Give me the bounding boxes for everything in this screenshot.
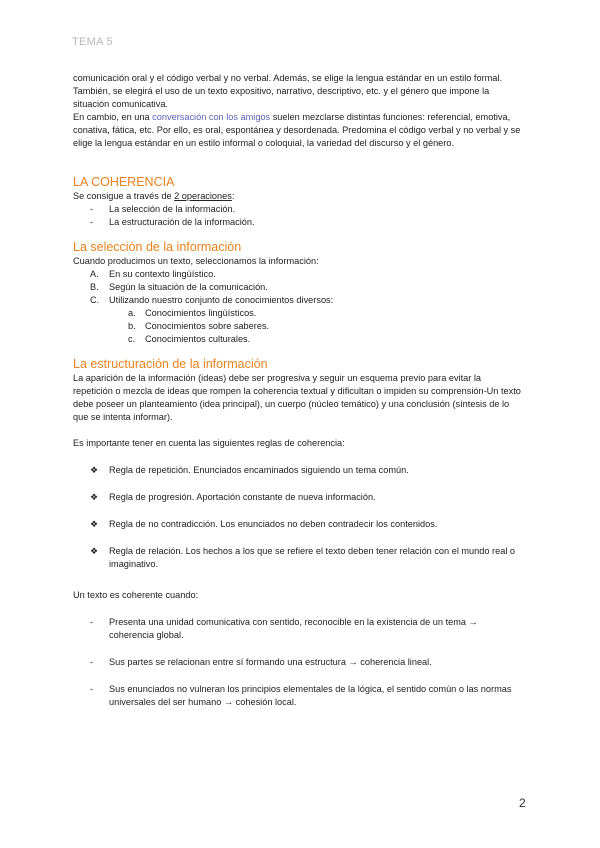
diamond-bullet-icon: ❖: [90, 492, 99, 502]
intro-paragraph-1: comunicación oral y el código verbal y no verbal. Además, se elige la lengua estándar en un estilo formal. También, se elegirá el uso de un texto expositivo, narrativo, descriptivo, etc. y el género que impone la situación comunicativa.: [73, 73, 502, 109]
coherencia-intro: Se consigue a través de 2 operaciones:: [73, 191, 235, 201]
dash-bullet: -: [90, 657, 94, 667]
seleccion-list: [73, 268, 523, 307]
list-item: - Sus partes se relacionan entre sí formando una estructura → coherencia lineal.: [90, 657, 432, 667]
list-item: C. Utilizando nuestro conjunto de conocimientos diversos:: [90, 295, 334, 305]
list-item: - La estructuración de la información.: [90, 217, 255, 227]
rules-intro: Es importante tener en cuenta las siguientes reglas de coherencia:: [73, 438, 345, 448]
list-item: ❖ Regla de no contradicción. Los enunciados no deben contradecir los contenidos.: [90, 519, 438, 529]
dash-bullet: -: [90, 204, 94, 214]
list-item: ❖ Regla de progresión. Aportación constante de nueva información.: [90, 492, 376, 502]
heading-coherencia: LA COHERENCIA: [73, 175, 175, 189]
coherent-intro: Un texto es coherente cuando:: [73, 590, 199, 600]
seleccion-intro: Cuando producimos un texto, seleccionamos la información:: [73, 256, 319, 266]
underlined-phrase: 2 operaciones: [174, 191, 232, 201]
list-item: A. En su contexto lingüístico.: [90, 269, 216, 279]
list-item: ❖ Regla de relación. Los hechos a los que se refiere el texto deben tener relación con el mundo real o imaginativo.: [90, 546, 516, 569]
list-item: ❖ Regla de repetición. Enunciados encaminados siguiendo un tema común.: [90, 465, 409, 475]
page-content: [73, 72, 523, 723]
page-header: TEMA 5: [72, 36, 113, 48]
list-item: - Sus enunciados no vulneran los principios elementales de la lógica, el sentido común o las normas universales del ser humano → cohesión local.: [90, 684, 512, 707]
heading-seleccion: La selección de la información: [73, 240, 242, 254]
rules-list: [73, 464, 523, 571]
seleccion-sublist: [73, 307, 523, 346]
coherencia-list: [73, 203, 523, 229]
coherent-conditions-list: [73, 616, 523, 709]
diamond-bullet-icon: ❖: [90, 519, 99, 529]
list-item: B. Según la situación de la comunicación.: [90, 282, 268, 292]
list-item: a. Conocimientos lingüísticos.: [128, 308, 257, 318]
estructuracion-paragraph: La aparición de la información (ideas) debe ser progresiva y seguir un esquema previo para evitar la repetición o mezcla de ideas que rompen la coherencia textual y dificultan o impiden su comprensión-Un texto debe poseer un planteamiento (idea principal), un cuerpo (núcleo temático) y una conclusión (síntesis de lo que se intenta informar).: [73, 373, 521, 422]
list-item: c. Conocimientos culturales.: [128, 334, 251, 344]
diamond-bullet-icon: ❖: [90, 546, 99, 556]
dash-bullet: -: [90, 217, 94, 227]
heading-estructuracion: La estructuración de la información: [73, 357, 268, 371]
dash-bullet: -: [90, 684, 94, 694]
list-item: b. Conocimientos sobre saberes.: [128, 321, 270, 331]
diamond-bullet-icon: ❖: [90, 465, 99, 475]
highlighted-phrase: conversación con los amigos: [152, 112, 271, 122]
list-item: - Presenta una unidad comunicativa con sentido, reconocible en la existencia de un tema → coherencia global.: [90, 617, 478, 640]
intro-paragraph-2: En cambio, en una conversación con los amigos suelen mezclarse distintas funciones: referencial, emotiva, conativa, fática, etc. Por ello, es oral, espontánea y desordenada. Predomina el código verbal y no verbal y se elige la lengua estándar en un estilo informal o coloquial, la variedad del discurso y el género.: [73, 112, 521, 148]
list-item: - La selección de la información.: [90, 204, 236, 214]
page-number: 2: [519, 796, 526, 810]
dash-bullet: -: [90, 617, 94, 627]
